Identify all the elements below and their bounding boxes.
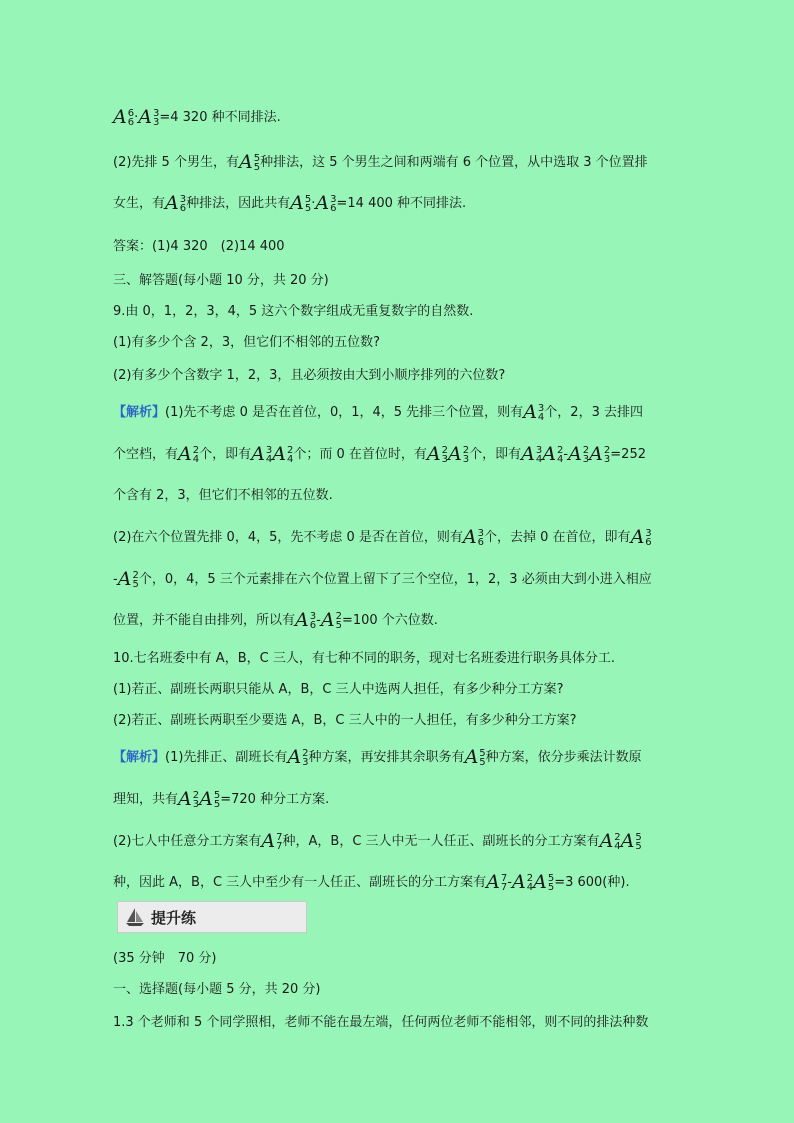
math-superscript: 7 xyxy=(500,872,508,884)
math-superscript: 2 xyxy=(603,444,611,456)
math-subscript: 5 xyxy=(547,881,555,893)
math-subscript: 3 xyxy=(152,116,160,128)
permutation-symbol xyxy=(178,445,199,464)
math-variable: A xyxy=(251,443,265,465)
text-run: 种方案，依分步乘法计数原 xyxy=(485,750,642,765)
math-variable: A xyxy=(315,192,330,214)
text-line xyxy=(113,1011,683,1030)
text-run: 一、选择题(每小题 5 分，共 20 分) xyxy=(113,982,321,997)
text-line xyxy=(113,106,683,127)
permutation-symbol xyxy=(589,445,610,464)
math-superscript: 3 xyxy=(265,444,273,456)
math-variable: A xyxy=(295,609,309,631)
text-run: =3 600(种). xyxy=(554,875,630,890)
text-line xyxy=(113,151,683,172)
math-superscript: 7 xyxy=(276,831,283,843)
math-variable: A xyxy=(138,106,152,128)
text-run: (1)有多少个含 2，3，但它们不相邻的五位数? xyxy=(113,335,380,350)
math-subscript: 4 xyxy=(537,411,545,423)
math-superscript: 2 xyxy=(582,444,590,456)
permutation-symbol xyxy=(486,873,507,892)
math-variable: A xyxy=(568,443,582,465)
permutation-symbol xyxy=(251,445,272,464)
text-line xyxy=(113,709,683,728)
math-subscript: 5 xyxy=(253,161,261,173)
text-line xyxy=(113,300,683,319)
math-subscript: 5 xyxy=(635,840,642,852)
math-subscript: 6 xyxy=(477,536,485,548)
math-superscript: 3 xyxy=(477,527,485,539)
text-line xyxy=(113,235,683,254)
text-run: 个；而 0 在首位时，有 xyxy=(293,447,427,462)
permutation-symbol xyxy=(272,445,293,464)
permutation-symbol xyxy=(521,445,542,464)
text-run: - xyxy=(113,572,118,587)
permutation-symbol xyxy=(621,832,642,851)
math-subscript: 4 xyxy=(535,453,543,465)
math-subscript: 4 xyxy=(192,453,200,465)
math-superscript: 2 xyxy=(556,444,564,456)
text-line xyxy=(113,443,683,464)
text-line xyxy=(113,678,683,697)
text-line xyxy=(113,978,683,997)
permutation-symbol xyxy=(287,748,308,767)
math-variable: A xyxy=(462,526,477,548)
math-superscript: 2 xyxy=(462,444,470,456)
text-run: 个，即有 xyxy=(199,447,252,462)
text-run: =14 400 种不同排法. xyxy=(336,196,467,211)
math-variable: A xyxy=(599,830,614,852)
math-superscript: 2 xyxy=(132,569,139,581)
math-superscript: 2 xyxy=(192,789,200,801)
text-run: =100 个六位数. xyxy=(341,613,438,628)
text-line xyxy=(113,947,683,966)
math-subscript: 3 xyxy=(192,798,200,810)
analysis-label: 【解析】 xyxy=(113,750,166,765)
permutation-symbol xyxy=(261,832,282,851)
text-run: (2)在六个位置先排 0，4，5，先不考虑 0 是否在首位，则有 xyxy=(113,530,463,545)
text-run: 1.3 个老师和 5 个同学照相，老师不能在最左端，任何两位老师不能相邻，则不同的排法种数 xyxy=(113,1015,649,1030)
text-line xyxy=(113,331,683,350)
permutation-symbol xyxy=(178,790,199,809)
math-variable: A xyxy=(620,830,635,852)
math-superscript: 3 xyxy=(645,527,652,539)
permutation-symbol xyxy=(427,445,448,464)
permutation-symbol xyxy=(113,108,134,127)
math-variable: A xyxy=(320,609,335,631)
text-run: 个，0，4，5 三个元素排在六个位置上留下了三个空位，1，2，3 必须由大到小进入相应 xyxy=(138,572,652,587)
math-variable: A xyxy=(238,151,253,173)
math-variable: A xyxy=(521,443,535,465)
analysis-label: 【解析】 xyxy=(113,405,166,420)
math-subscript: 3 xyxy=(462,453,470,465)
math-variable: A xyxy=(464,746,479,768)
math-variable: A xyxy=(542,443,556,465)
math-variable: A xyxy=(178,788,192,810)
permutation-symbol xyxy=(290,194,311,213)
math-variable: A xyxy=(486,871,500,893)
text-run: 种，因此 A，B，C 三人中至少有一人任正、副班长的分工方案有 xyxy=(113,875,487,890)
math-variable: A xyxy=(448,443,462,465)
text-run: - xyxy=(507,875,512,890)
text-run: (1)先不考虑 0 是否在首位，0，1，4，5 先排三个位置，则有 xyxy=(165,405,524,420)
math-subscript: 5 xyxy=(213,798,221,810)
math-subscript: 6 xyxy=(127,116,135,128)
section-banner-title: 提升练 xyxy=(151,908,197,927)
permutation-symbol xyxy=(600,832,621,851)
permutation-symbol xyxy=(448,445,469,464)
text-line xyxy=(113,746,683,767)
sailboat-icon xyxy=(124,906,146,928)
permutation-symbol xyxy=(199,790,220,809)
math-subscript: 4 xyxy=(286,453,294,465)
math-scripts xyxy=(645,529,651,547)
text-run: - xyxy=(563,447,569,462)
math-superscript: 5 xyxy=(547,872,555,884)
permutation-symbol xyxy=(321,611,342,630)
permutation-symbol xyxy=(465,748,486,767)
text-line xyxy=(113,788,683,809)
math-variable: A xyxy=(287,746,302,768)
math-superscript: 2 xyxy=(335,610,342,622)
text-line xyxy=(113,871,683,892)
text-run: =4 320 种不同排法. xyxy=(159,110,281,125)
text-run: 答案：(1)4 320 (2)14 400 xyxy=(113,239,285,254)
math-subscript: 7 xyxy=(500,881,508,893)
text-line xyxy=(113,830,683,851)
math-subscript: 4 xyxy=(614,840,621,852)
text-run: 种，A，B，C 三人中无一人任正、副班长的分工方案有 xyxy=(282,834,600,849)
text-run: 三、解答题(每小题 10 分，共 20 分) xyxy=(113,273,329,288)
math-superscript: 3 xyxy=(309,610,317,622)
math-subscript: 5 xyxy=(304,202,312,214)
math-variable: A xyxy=(261,830,276,852)
permutation-symbol xyxy=(463,528,484,547)
text-run: 个，去掉 0 在首位，即有 xyxy=(484,530,631,545)
math-subscript: 4 xyxy=(526,881,534,893)
text-line xyxy=(113,364,683,383)
text-run: 个空档，有 xyxy=(113,447,179,462)
math-superscript: 5 xyxy=(253,152,261,164)
text-line xyxy=(113,484,683,503)
math-subscript: 7 xyxy=(276,840,283,852)
text-run: (1)先排正、副班长有 xyxy=(165,750,288,765)
math-superscript: 2 xyxy=(302,747,309,759)
text-run: 个，2，3 去排四 xyxy=(544,405,643,420)
text-line xyxy=(113,526,683,547)
text-run: (2)有多少个含数字 1，2，3，且必须按由大到小顺序排列的六位数? xyxy=(113,368,506,383)
math-scripts xyxy=(635,833,641,851)
text-run: 理知，共有 xyxy=(113,792,179,807)
permutation-symbol xyxy=(568,445,589,464)
math-variable: A xyxy=(523,401,537,423)
text-run: 种方案，再安排其余职务有 xyxy=(308,750,465,765)
math-superscript: 2 xyxy=(614,831,621,843)
math-variable: A xyxy=(290,192,304,214)
math-subscript: 4 xyxy=(265,453,273,465)
math-superscript: 5 xyxy=(479,747,486,759)
text-run: · xyxy=(311,196,316,211)
math-variable: A xyxy=(630,526,645,548)
text-run: 10.七名班委中有 A，B，C 三人，有七种不同的职务，现对七名班委进行职务具体分工. xyxy=(113,651,615,666)
text-run: 个，即有 xyxy=(469,447,522,462)
math-subscript: 3 xyxy=(441,453,449,465)
permutation-symbol xyxy=(631,528,652,547)
math-superscript: 3 xyxy=(179,193,187,205)
math-variable: A xyxy=(117,568,132,590)
math-variable: A xyxy=(165,192,179,214)
text-run: 种排法，这 5 个男生之间和两端有 6 个位置，从中选取 3 个位置排 xyxy=(260,155,648,170)
math-superscript: 2 xyxy=(192,444,200,456)
math-superscript: 2 xyxy=(286,444,294,456)
math-superscript: 3 xyxy=(535,444,543,456)
text-run: 女生，有 xyxy=(113,196,166,211)
math-superscript: 5 xyxy=(213,789,221,801)
permutation-symbol xyxy=(165,194,186,213)
math-subscript: 3 xyxy=(603,453,611,465)
text-line xyxy=(113,192,683,213)
permutation-symbol xyxy=(315,194,336,213)
text-line xyxy=(113,401,683,422)
text-run: 种排法，因此共有 xyxy=(186,196,291,211)
text-run: 9.由 0，1，2，3，4，5 这六个数字组成无重复数字的自然数. xyxy=(113,304,474,319)
permutation-symbol xyxy=(295,611,316,630)
text-line xyxy=(113,568,683,589)
text-run: 个含有 2，3，但它们不相邻的五位数. xyxy=(113,488,333,503)
text-line xyxy=(113,269,683,288)
math-subscript: 3 xyxy=(582,453,590,465)
text-line xyxy=(113,609,683,630)
math-superscript: 3 xyxy=(537,402,545,414)
math-superscript: 5 xyxy=(635,831,642,843)
math-subscript: 5 xyxy=(479,756,486,768)
math-variable: A xyxy=(533,871,547,893)
math-variable: A xyxy=(589,443,603,465)
math-subscript: 6 xyxy=(330,202,337,214)
text-run: =252 xyxy=(610,447,646,462)
math-variable: A xyxy=(426,443,441,465)
math-subscript: 5 xyxy=(335,619,342,631)
math-superscript: 2 xyxy=(526,872,534,884)
permutation-symbol xyxy=(239,153,260,172)
math-subscript: 6 xyxy=(179,202,187,214)
permutation-symbol xyxy=(118,570,139,589)
math-superscript: 3 xyxy=(152,107,160,119)
permutation-symbol xyxy=(523,403,544,422)
text-run: · xyxy=(134,110,139,125)
math-subscript: 4 xyxy=(556,453,564,465)
text-line xyxy=(113,647,683,666)
math-subscript: 6 xyxy=(645,536,652,548)
math-superscript: 5 xyxy=(304,193,312,205)
math-variable: A xyxy=(199,788,213,810)
text-run: 位置，并不能自由排列，所以有 xyxy=(113,613,296,628)
math-variable: A xyxy=(511,871,526,893)
math-superscript: 2 xyxy=(441,444,449,456)
text-run: (2)七人中任意分工方案有 xyxy=(113,834,262,849)
math-variable: A xyxy=(178,443,192,465)
math-superscript: 6 xyxy=(127,107,135,119)
permutation-symbol xyxy=(512,873,533,892)
math-superscript: 3 xyxy=(330,193,337,205)
text-run: (35 分钟 70 分) xyxy=(113,951,217,966)
text-run: (1)若正、副班长两职只能从 A，B，C 三人中选两人担任，有多少种分工方案? xyxy=(113,682,564,697)
text-run: (2)若正、副班长两职至少要选 A，B，C 三人中的一人担任，有多少种分工方案? xyxy=(113,713,577,728)
math-variable: A xyxy=(272,443,286,465)
text-run: (2)先排 5 个男生，有 xyxy=(113,155,239,170)
permutation-symbol xyxy=(533,873,554,892)
permutation-symbol xyxy=(542,445,563,464)
math-subscript: 5 xyxy=(132,578,139,590)
permutation-symbol xyxy=(138,108,159,127)
math-subscript: 6 xyxy=(309,619,317,631)
math-subscript: 3 xyxy=(302,756,309,768)
text-run: =720 种分工方案. xyxy=(220,792,330,807)
section-banner xyxy=(117,901,307,933)
text-run: - xyxy=(316,613,321,628)
math-variable: A xyxy=(113,106,127,128)
